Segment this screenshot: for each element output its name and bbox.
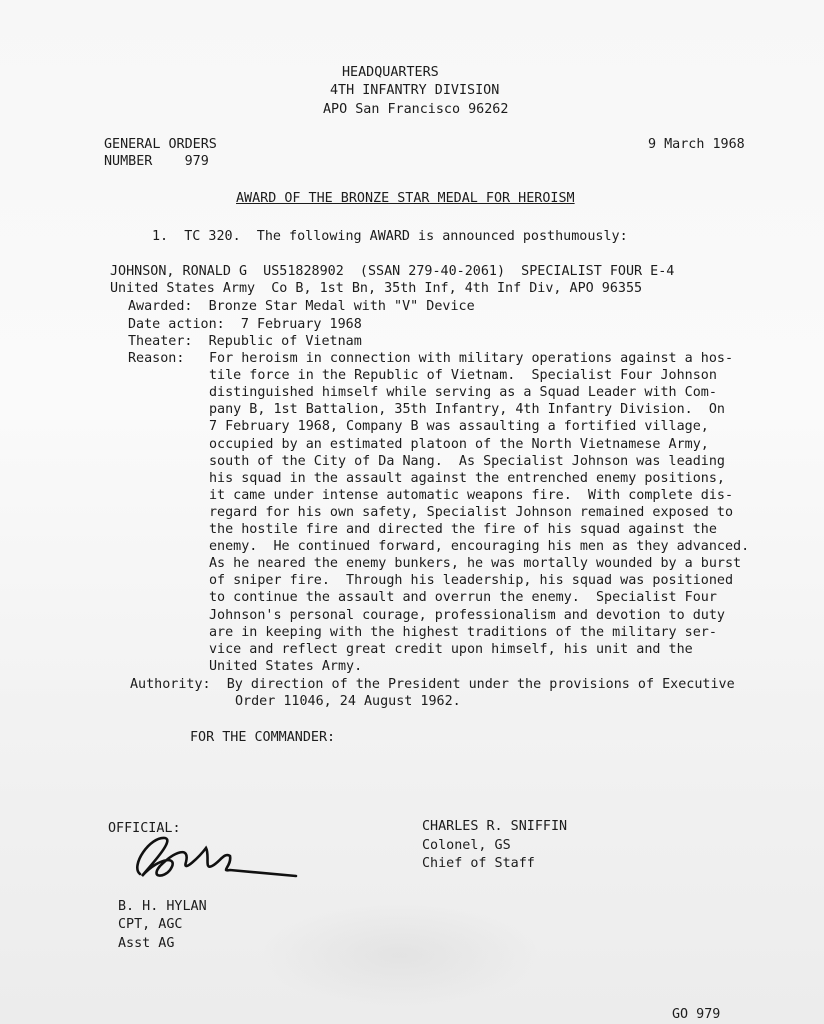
reason-line: 7 February 1968, Company B was assaulting a fortified village,	[209, 419, 709, 435]
reason-line: vice and reflect great credit upon himself, his unit and the	[209, 641, 693, 657]
official-label: OFFICIAL:	[108, 821, 181, 836]
theater-line: Theater: Republic of Vietnam	[128, 334, 362, 349]
reason-line: United States Army.	[209, 658, 363, 674]
reason-line: to continue the assault and overrun the enemy. Specialist Four	[209, 590, 717, 606]
order-number: NUMBER 979	[104, 154, 209, 169]
date-action-line: Date action: 7 February 1968	[128, 317, 362, 332]
reason-line: of sniper fire. Through his leadership, his squad was positioned	[209, 573, 734, 589]
reason-line: Johnson's personal courage, professionalism and devotion to duty	[209, 607, 725, 623]
authority-line-1: Authority: By direction of the President under the provisions of Executive	[130, 677, 735, 692]
apo-heading: APO San Francisco 96262	[323, 102, 509, 117]
commander-rank: Colonel, GS	[422, 838, 511, 853]
reason-line: pany B, 1st Battalion, 35th Infantry, 4th Infantry Division. On	[209, 402, 725, 418]
authority-line-2: Order 11046, 24 August 1962.	[235, 694, 461, 709]
reason-line: are in keeping with the highest traditions of the military ser-	[209, 624, 717, 640]
commander-name: CHARLES R. SNIFFIN	[422, 819, 568, 834]
reason-line: it came under intense automatic weapons fire. With complete dis-	[209, 487, 734, 503]
official-rank: CPT, AGC	[118, 917, 183, 932]
faint-bleedthrough	[260, 900, 540, 1010]
reason-line: tile force in the Republic of Vietnam. Specialist Four Johnson	[209, 368, 717, 384]
announcement-line: 1. TC 320. The following AWARD is announced posthumously:	[152, 229, 628, 244]
footer-code: GO 979	[672, 1007, 721, 1022]
reason-line: distinguished himself while serving as a Squad Leader with Com-	[209, 385, 717, 401]
reason-line: occupied by an estimated platoon of the North Vietnamese Army,	[209, 436, 709, 452]
order-date: 9 March 1968	[648, 137, 745, 152]
official-title: Asst AG	[118, 936, 175, 951]
reason-line: his squad in the assault against the entrenched enemy positions,	[209, 470, 725, 486]
commander-title: Chief of Staff	[422, 856, 535, 871]
division-heading: 4TH INFANTRY DIVISION	[330, 83, 500, 98]
for-commander: FOR THE COMMANDER:	[190, 730, 336, 745]
hq-heading: HEADQUARTERS	[342, 65, 439, 80]
reason-line: the hostile fire and directed the fire of his squad against the	[209, 522, 717, 537]
reason-line: enemy. He continued forward, encouraging his men as they advanced.	[209, 539, 750, 555]
reason-line: south of the City of Da Nang. As Specialist Johnson was leading	[209, 453, 725, 469]
recipient-name-line: JOHNSON, RONALD G US51828902 (SSAN 279-40-2061) SPECIALIST FOUR E-4	[110, 264, 675, 279]
reason-line: For heroism in connection with military operations against a hos-	[209, 351, 734, 366]
reason-line: As he neared the enemy bunkers, he was mortally wounded by a burst	[209, 556, 742, 572]
award-title: AWARD OF THE BRONZE STAR MEDAL FOR HEROISM	[236, 191, 575, 206]
awarded-line: Awarded: Bronze Star Medal with "V" Device	[128, 299, 475, 314]
signature-mark	[120, 826, 300, 886]
official-name: B. H. HYLAN	[118, 899, 207, 914]
recipient-unit-line: United States Army Co B, 1st Bn, 35th Inf, 4th Inf Div, APO 96355	[110, 281, 643, 296]
reason-label: Reason:	[128, 351, 185, 366]
reason-line: regard for his own safety, Specialist Johnson remained exposed to	[209, 504, 734, 520]
general-orders-label: GENERAL ORDERS	[104, 137, 217, 152]
